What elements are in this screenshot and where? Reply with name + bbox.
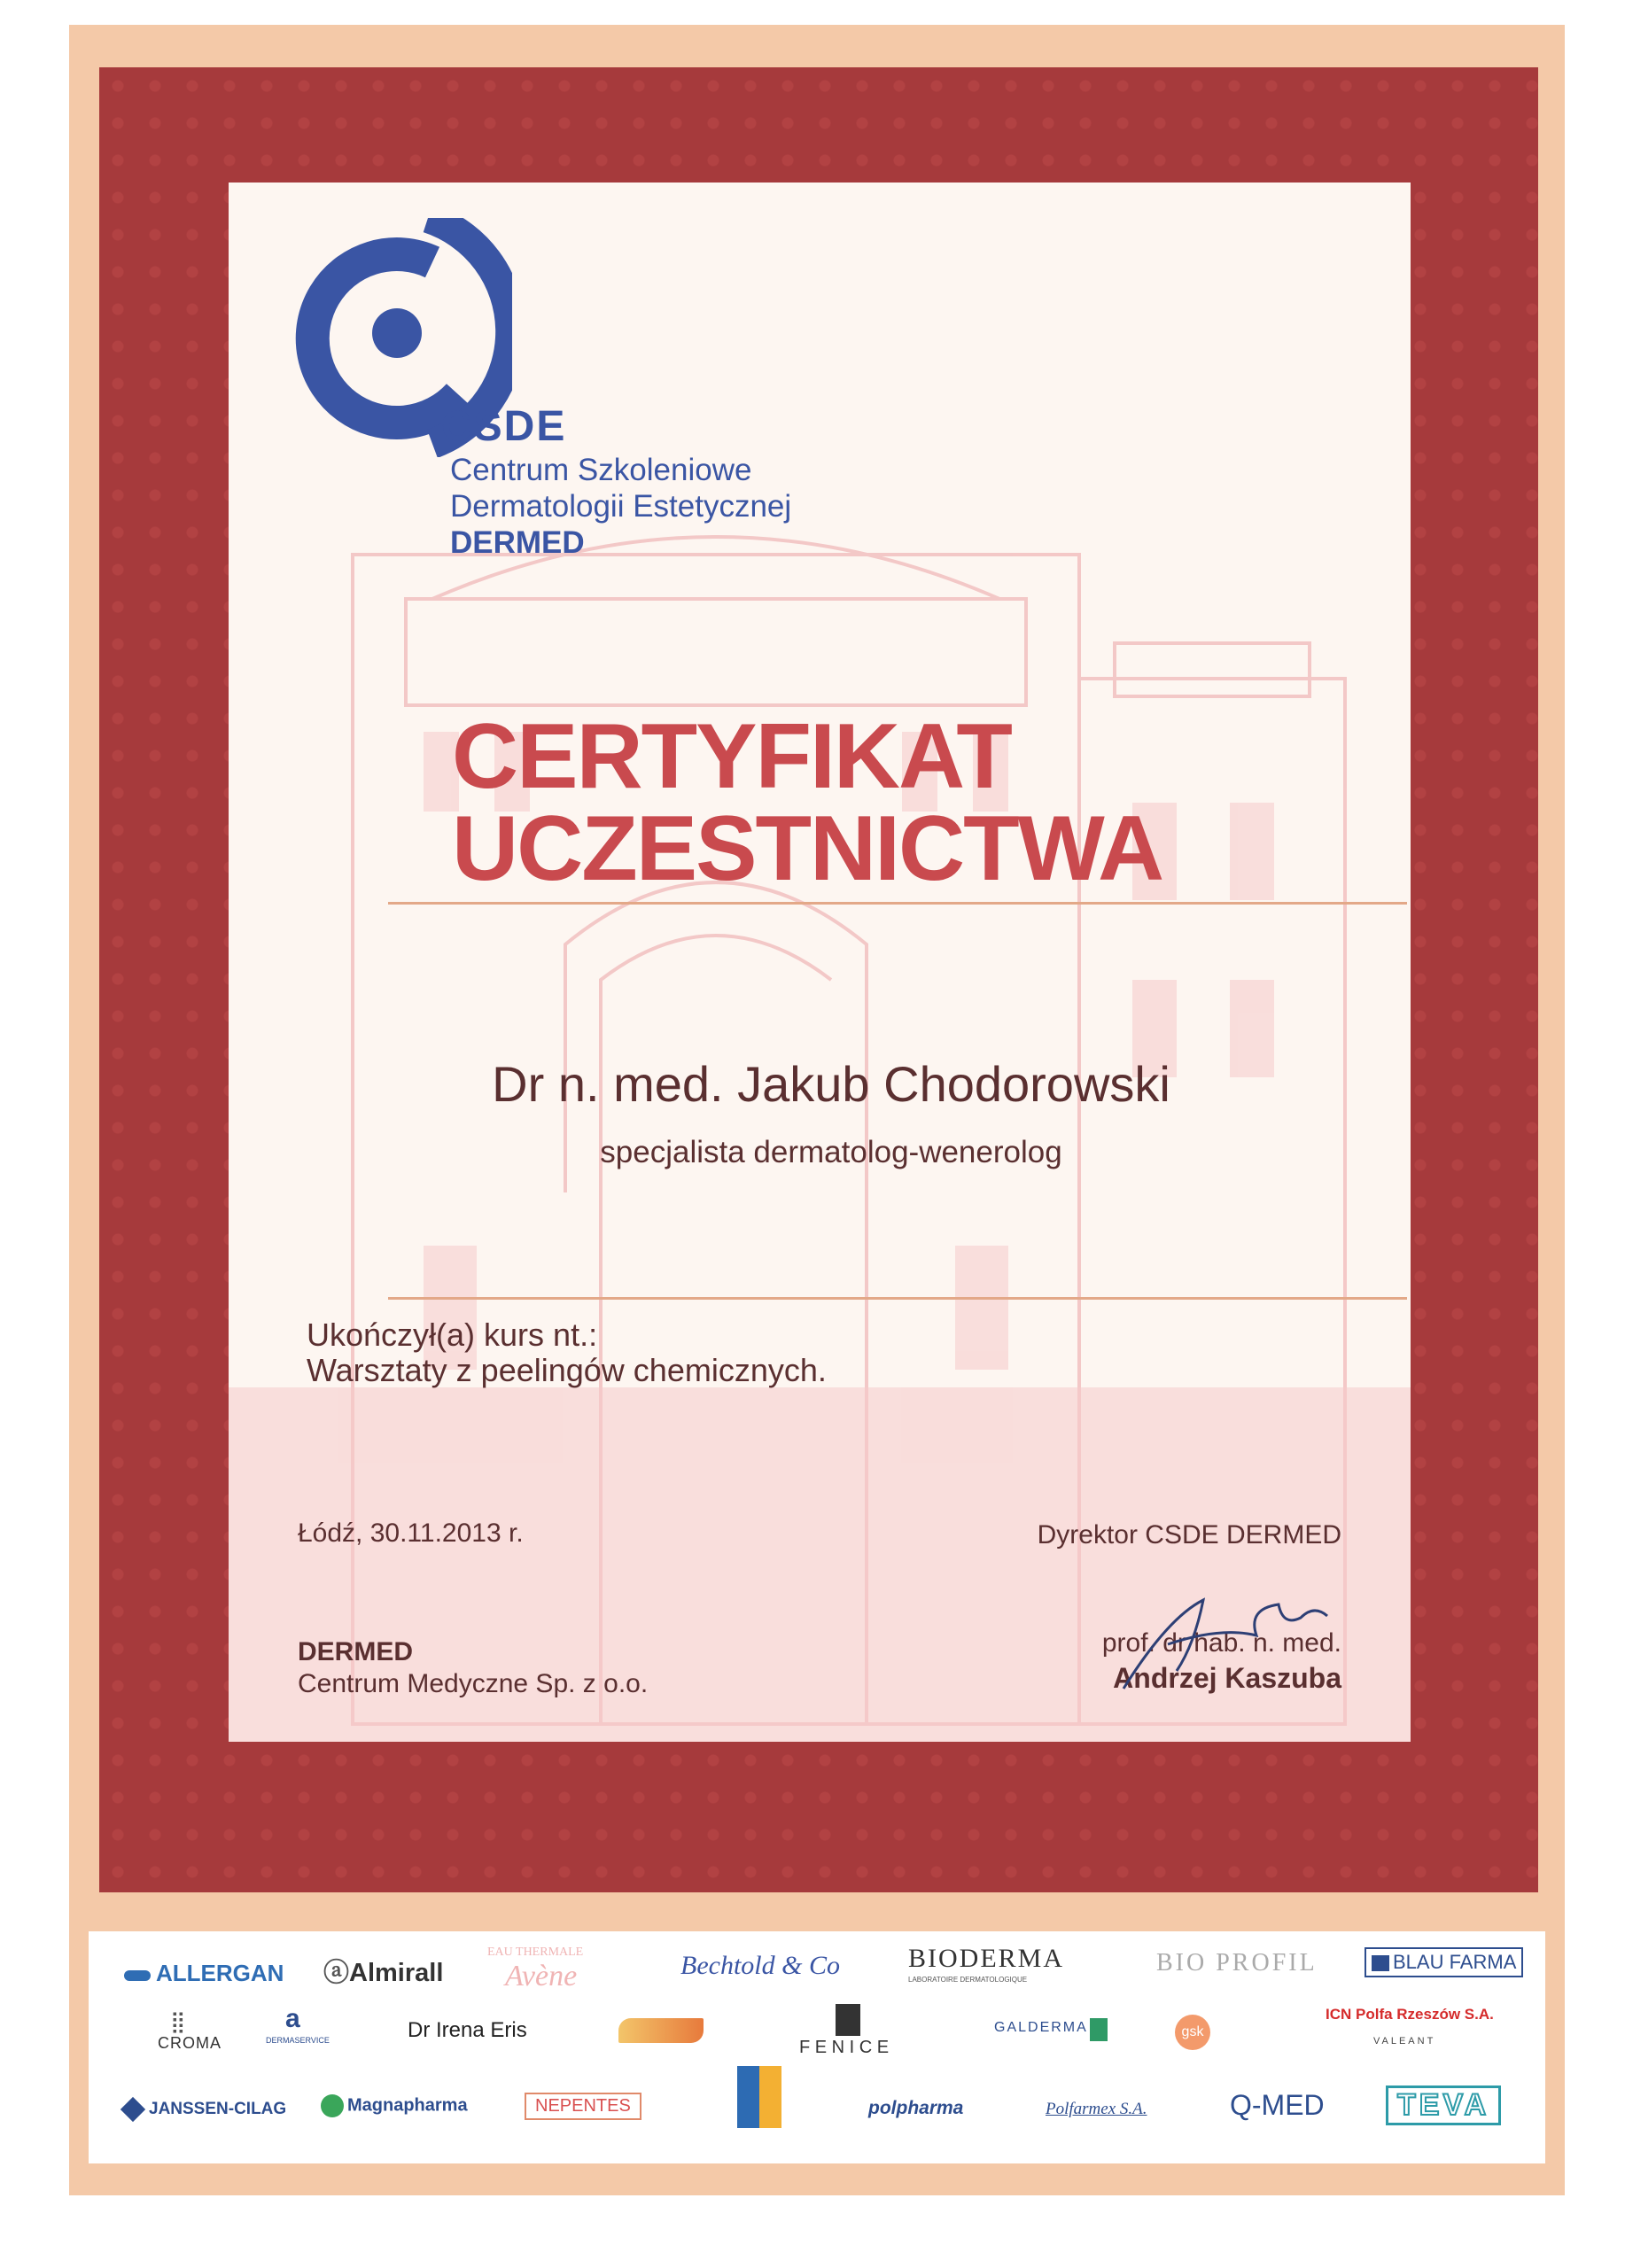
croma-logo: CROMA [158, 2034, 222, 2052]
avene-logo: Avène [505, 1960, 578, 1992]
organization-name-line3: DERMED [450, 525, 585, 560]
fenice-icon [836, 2004, 860, 2036]
issuer-name: DERMED [298, 1637, 414, 1666]
title-divider [388, 902, 1407, 905]
director-name: Andrzej Kaszuba [1113, 1662, 1341, 1694]
blaufarma-icon [1372, 1955, 1389, 1971]
avene-logo-top: EAU THERMALE [487, 1946, 584, 1959]
galderma-logo: GALDERMA [994, 2020, 1088, 2035]
organization-name-line2: Dermatologii Estetycznej [450, 489, 792, 524]
magnapharma-icon [321, 2094, 344, 2117]
sponsor-logos-panel [89, 1931, 1545, 2163]
qmed-logo: Q-MED [1230, 2089, 1325, 2121]
valeant-logo: VALEANT [1373, 2036, 1436, 2047]
bioderma-logo: BIODERMA [908, 1944, 1065, 1973]
certificate-body [229, 183, 1411, 1742]
allergan-logo: ALLERGAN [124, 1960, 284, 1987]
fenice-logo: F E N I C E [799, 2038, 890, 2057]
course-label: Ukończył(a) kurs nt.: [307, 1317, 598, 1353]
janssen-logo: JANSSEN-CILAG [124, 2100, 286, 2119]
irena-eris-logo: Dr Irena Eris [408, 2018, 527, 2042]
certificate-title-line2: UCZESTNICTWA [452, 797, 1163, 900]
dermaservice-icon: a [285, 2004, 300, 2033]
director-signature [1115, 1565, 1345, 1697]
certificate-title-line1: CERTYFIKAT [452, 705, 1011, 808]
polpharma-logo: polpharma [868, 2098, 964, 2118]
recipient-name: Dr n. med. Jakub Chodorowski [492, 1056, 1170, 1112]
futur-logo [618, 2018, 704, 2043]
polfa-logo: ICN Polfa Rzeszów S.A. [1326, 2006, 1494, 2023]
polfarmex-logo: Polfarmex S.A. [1046, 2100, 1147, 2118]
blaufarma-logo: BLAU FARMA [1365, 1947, 1523, 1977]
organization-name-line1: Centrum Szkoleniowe [450, 453, 752, 487]
nepentes-logo: NEPENTES [525, 2093, 641, 2120]
bechtold-logo: Bechtold & Co [680, 1951, 840, 1980]
bioderma-subtitle: LABORATOIRE DERMATOLOGIQUE [908, 1976, 1028, 1984]
dermaservice-logo: DERMASERVICE [266, 2036, 330, 2045]
csde-acronym: CSDE [441, 403, 567, 450]
almirall-icon: ⓐ [323, 1959, 350, 1987]
place-date: Łódź, 30.11.2013 r. [298, 1518, 524, 1548]
bioprofil-logo: BIO PROFIL [1156, 1949, 1318, 1977]
galderma-icon [1090, 2018, 1108, 2041]
teva-logo: TEVA [1386, 2085, 1501, 2125]
allergan-icon [124, 1970, 151, 1981]
director-degree: prof. dr hab. n. med. [1101, 1628, 1341, 1658]
gsk-logo: gsk [1175, 2015, 1210, 2050]
vital-logo [737, 2066, 781, 2128]
janssen-icon [121, 2097, 145, 2122]
issuer-company: Centrum Medyczne Sp. z o.o. [298, 1669, 649, 1698]
course-name: Warsztaty z peelingów chemicznych. [307, 1352, 827, 1388]
director-title: Dyrektor CSDE DERMED [1037, 1520, 1341, 1550]
recipient-specialty: specjalista dermatolog-wenerolog [600, 1135, 1062, 1169]
course-divider [388, 1297, 1407, 1300]
croma-icon: ⣿ [170, 2010, 186, 2034]
magnapharma-logo: Magnapharma [321, 2094, 468, 2117]
almirall-logo: ⓐAlmirall [323, 1959, 444, 1987]
